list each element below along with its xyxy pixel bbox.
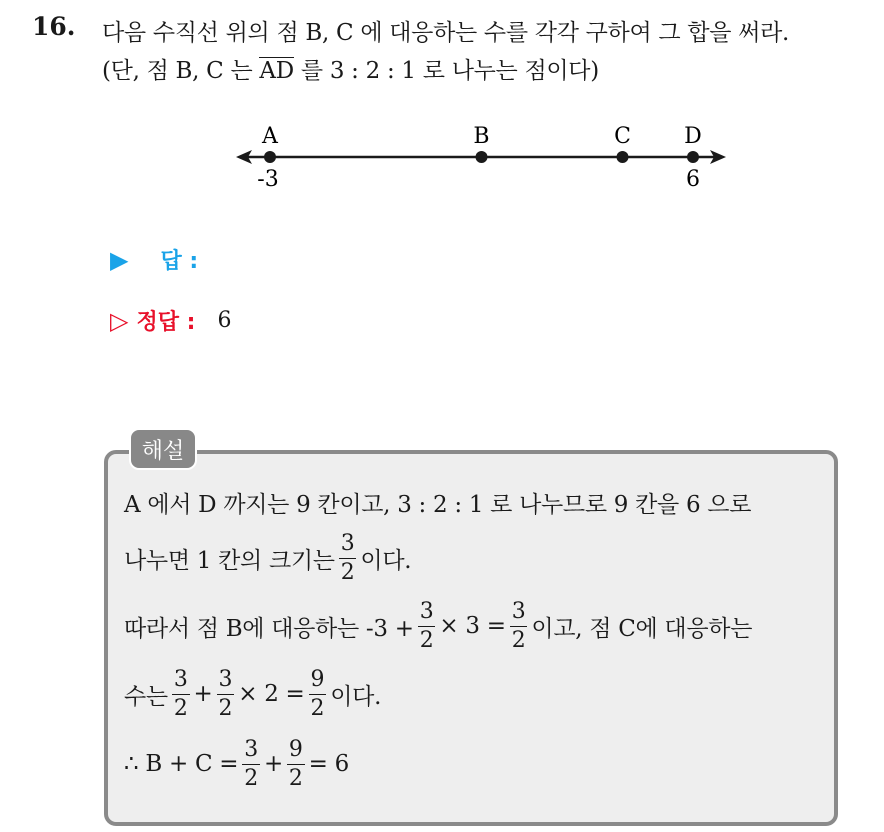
fraction — [309, 666, 327, 721]
fraction — [339, 530, 357, 585]
point-label-b: B — [473, 124, 490, 149]
solution-line-3 — [124, 596, 752, 656]
solution-line-4-mid: × 2 = — [238, 681, 305, 707]
point-label-d: D — [684, 124, 702, 149]
fraction-denominator: 2 — [288, 765, 303, 791]
plus-sign: + — [193, 681, 213, 707]
fraction — [242, 736, 260, 791]
fraction-denominator: 2 — [218, 695, 233, 721]
point-a — [264, 151, 276, 163]
solution-line-1: A 에서 D 까지는 9 칸이고, 3 : 2 : 1 로 나누므로 9 칸을 6 으로 — [124, 491, 752, 518]
fraction-denominator: 2 — [173, 695, 188, 721]
play-outline-icon: ▷ — [110, 306, 129, 335]
fraction-denominator: 2 — [244, 765, 258, 791]
question-condition-start: (단, 점 B, C 는 — [102, 58, 253, 84]
solution-line-2-text: 나누면 1 칸의 크기는 — [124, 547, 335, 574]
solution-line-4-text: 수는 — [124, 683, 168, 710]
fraction — [418, 598, 436, 653]
solution-line-5 — [124, 734, 349, 794]
point-c — [617, 151, 629, 163]
solution-line-3-text: 따라서 점 B에 대응하는 -3 + — [124, 615, 414, 642]
play-icon: ▶ — [110, 245, 129, 274]
fraction-numerator: 3 — [172, 669, 190, 695]
solution-tag: 해설 — [129, 428, 197, 470]
fraction-denominator: 2 — [511, 627, 526, 653]
fraction-denominator: 2 — [310, 695, 325, 721]
solution-line-5-text: ∴ B + C = — [124, 751, 239, 777]
answer-label: 답 : — [160, 249, 199, 274]
point-value-d: 6 — [686, 167, 700, 192]
solution-line-2-end: 이다. — [360, 547, 412, 574]
fraction-denominator: 2 — [419, 627, 434, 653]
fraction-numerator: 3 — [510, 601, 528, 627]
fraction-numerator: 3 — [242, 739, 260, 765]
solution-line-3-mid: × 3 = — [439, 613, 506, 639]
solution-line-2 — [124, 528, 411, 588]
fraction-numerator: 3 — [418, 601, 436, 627]
fraction — [287, 736, 305, 791]
correct-answer-value: 6 — [217, 308, 232, 333]
fraction-numerator: 3 — [217, 669, 235, 695]
fraction-denominator: 2 — [340, 559, 355, 585]
segment-ad: AD — [259, 58, 294, 84]
fraction — [217, 666, 235, 721]
solution-line-4-end: 이다. — [330, 683, 382, 710]
answer-row — [110, 244, 220, 275]
solution-line-5-end: = 6 — [308, 751, 349, 777]
solution-line-3-end: 이고, 점 C에 대응하는 — [531, 615, 753, 642]
number-line — [0, 0, 884, 200]
fraction — [172, 666, 190, 721]
plus-sign: + — [263, 751, 283, 777]
question-condition-end: 를 3 : 2 : 1 로 나누는 점이다) — [300, 58, 599, 84]
correct-answer-row — [110, 305, 231, 336]
point-value-a: -3 — [257, 167, 279, 192]
correct-answer-label: 정답 : — [136, 310, 196, 335]
fraction-numerator: 3 — [339, 533, 357, 559]
fraction — [510, 598, 528, 653]
fraction-numerator: 9 — [309, 669, 327, 695]
point-label-a: A — [262, 124, 278, 149]
point-d — [687, 151, 699, 163]
point-b — [476, 151, 488, 163]
fraction-numerator: 9 — [287, 739, 305, 765]
question-text-line1: 다음 수직선 위의 점 B, C 에 대응하는 수를 각각 구하여 그 합을 써라. — [102, 20, 790, 46]
point-label-c: C — [614, 124, 631, 149]
solution-line-4 — [124, 664, 381, 724]
question-number: 16. — [32, 12, 76, 41]
